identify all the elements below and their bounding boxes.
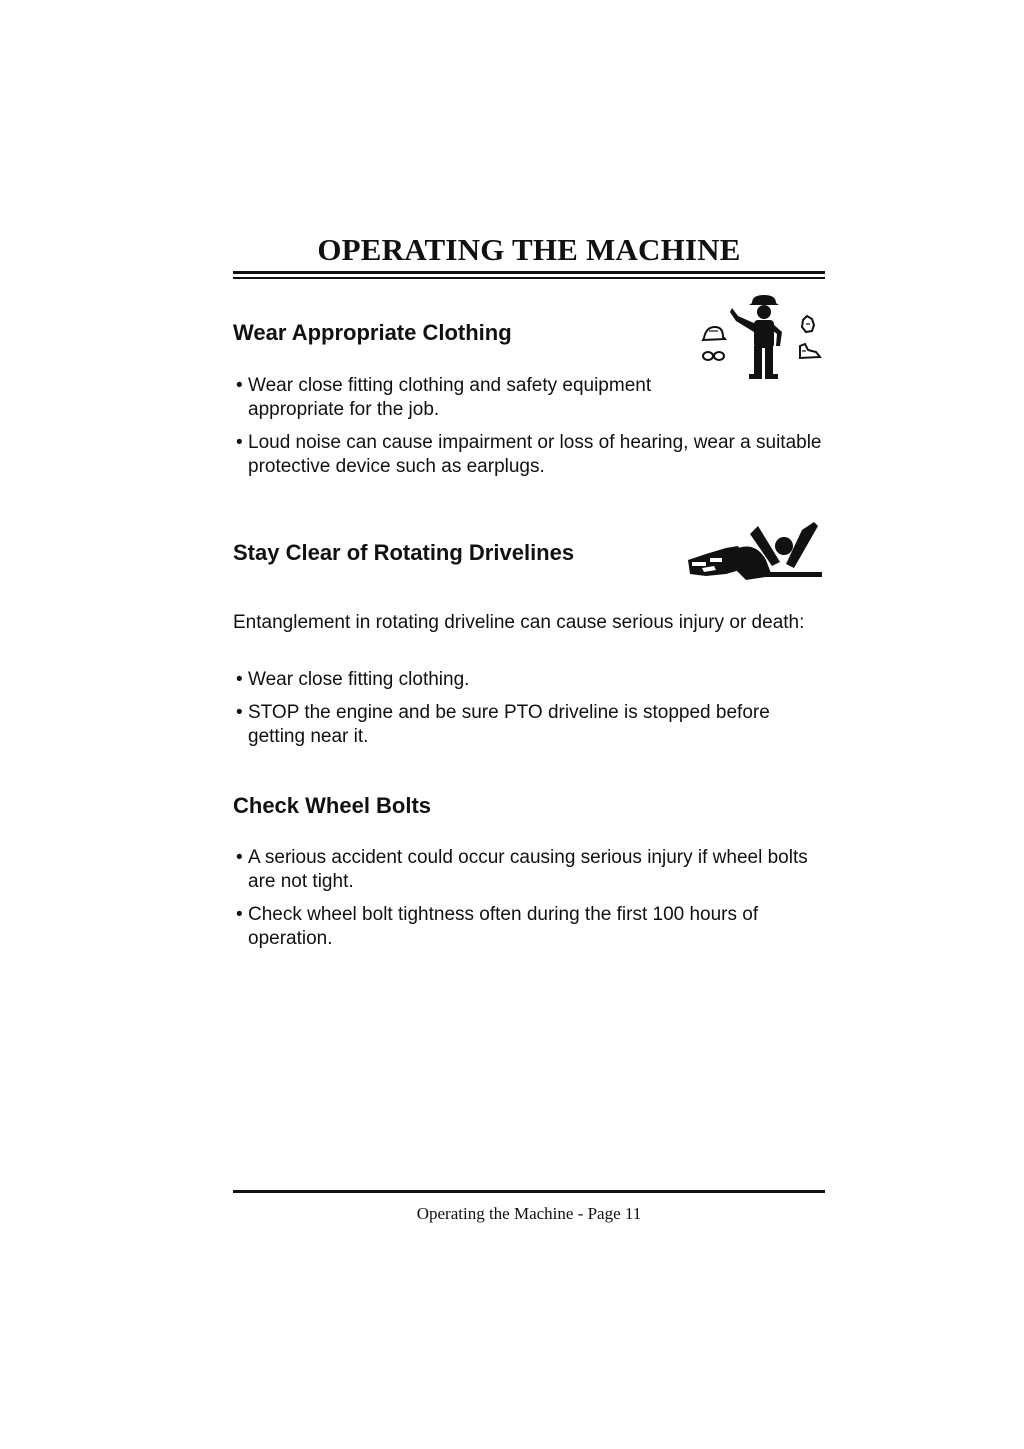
page-title: OPERATING THE MACHINE xyxy=(317,232,741,267)
driveline-entanglement-icon xyxy=(686,520,824,586)
wheel-bolts-bullet-1: • A serious accident could occur causing serious injury if wheel bolts are not tight. xyxy=(233,846,825,894)
section-heading-wheel-bolts: Check Wheel Bolts xyxy=(233,793,432,818)
drivelines-bullet-1: • Wear close fitting clothing. xyxy=(233,668,825,692)
clothing-bullet-1: • Wear close fitting clothing and safety equipment appropriate for the job. xyxy=(233,374,728,422)
drivelines-bullet-2: • STOP the engine and be sure PTO driveline is stopped before getting near it. xyxy=(233,701,825,749)
section-heading-drivelines: Stay Clear of Rotating Drivelines xyxy=(233,540,575,565)
section-heading-clothing: Wear Appropriate Clothing xyxy=(233,320,512,345)
title-rule-thin xyxy=(233,277,825,279)
page-footer: Operating the Machine - Page 11 xyxy=(416,1204,642,1223)
protective-gear-worker-icon xyxy=(696,294,828,382)
drivelines-intro: Entanglement in rotating driveline can cause serious injury or death: xyxy=(233,612,805,633)
clothing-bullet-2: • Loud noise can cause impairment or loss of hearing, wear a suitable protective device such as earplugs. xyxy=(233,431,825,479)
wheel-bolts-bullet-2: • Check wheel bolt tightness often during the first 100 hours of operation. xyxy=(233,903,825,951)
footer-rule xyxy=(233,1190,825,1193)
title-rule-thick xyxy=(233,271,825,274)
